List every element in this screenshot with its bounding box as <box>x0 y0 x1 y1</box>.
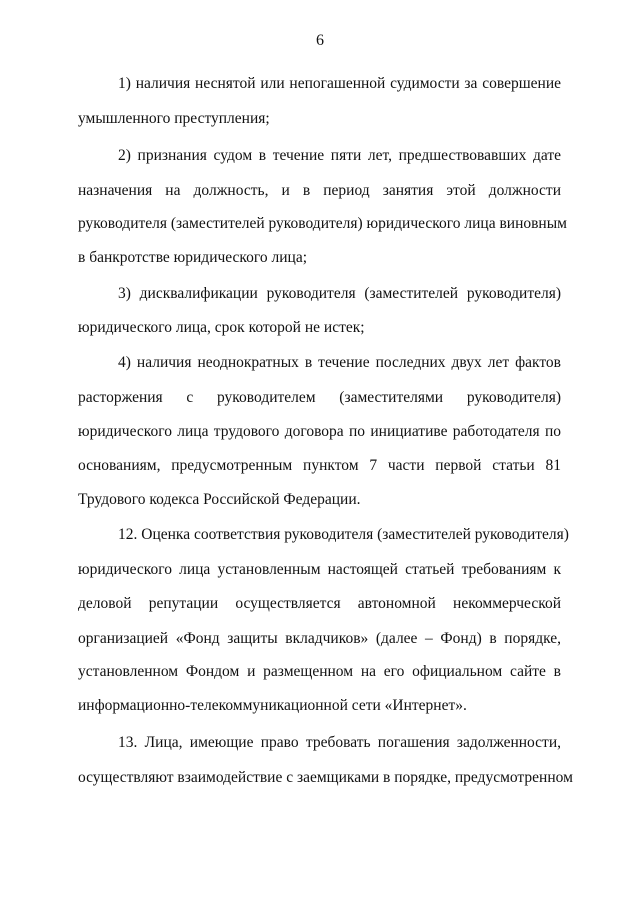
text-line: юридического лица трудового договора по инициативе работодателя по <box>78 423 561 440</box>
text-line: 4) наличия неоднократных в течение последних двух лет фактов <box>118 354 561 371</box>
text-line: умышленного преступления; <box>78 110 270 127</box>
text-line: информационно-телекоммуникационной сети «Интернет». <box>78 697 467 714</box>
text-line: основаниям, предусмотренным пунктом 7 части первой статьи 81 <box>78 457 561 474</box>
text-line: Трудового кодекса Российской Федерации. <box>78 491 361 508</box>
text-line: организацией «Фонд защиты вкладчиков» (далее – Фонд) в порядке, <box>78 630 561 647</box>
text-line: юридического лица установленным настоящей статьей требованиям к <box>78 561 561 578</box>
text-line: 13. Лица, имеющие право требовать погашения задолженности, <box>118 734 561 751</box>
text-line: юридического лица, срок которой не истек; <box>78 319 365 336</box>
text-line: деловой репутации осуществляется автономной некоммерческой <box>78 595 561 612</box>
text-line: 1) наличия неснятой или непогашенной судимости за совершение <box>118 75 561 92</box>
text-line: 12. Оценка соответствия руководителя (заместителей руководителя) <box>118 526 569 543</box>
text-line: в банкротстве юридического лица; <box>78 249 308 266</box>
text-line: установленном Фондом и размещенном на его официальном сайте в <box>78 663 561 680</box>
text-line: расторжения с руководителем (заместителями руководителя) <box>78 389 561 406</box>
page-number: 6 <box>316 32 324 49</box>
text-line: осуществляют взаимодействие с заемщиками в порядке, предусмотренном <box>78 769 573 786</box>
text-line: 3) дисквалификации руководителя (заместителей руководителя) <box>118 285 561 302</box>
text-line: назначения на должность, и в период занятия этой должности <box>78 182 561 199</box>
text-line: 2) признания судом в течение пяти лет, предшествовавших дате <box>118 147 561 164</box>
text-line: руководителя (заместителей руководителя) юридического лица виновным <box>78 215 567 232</box>
